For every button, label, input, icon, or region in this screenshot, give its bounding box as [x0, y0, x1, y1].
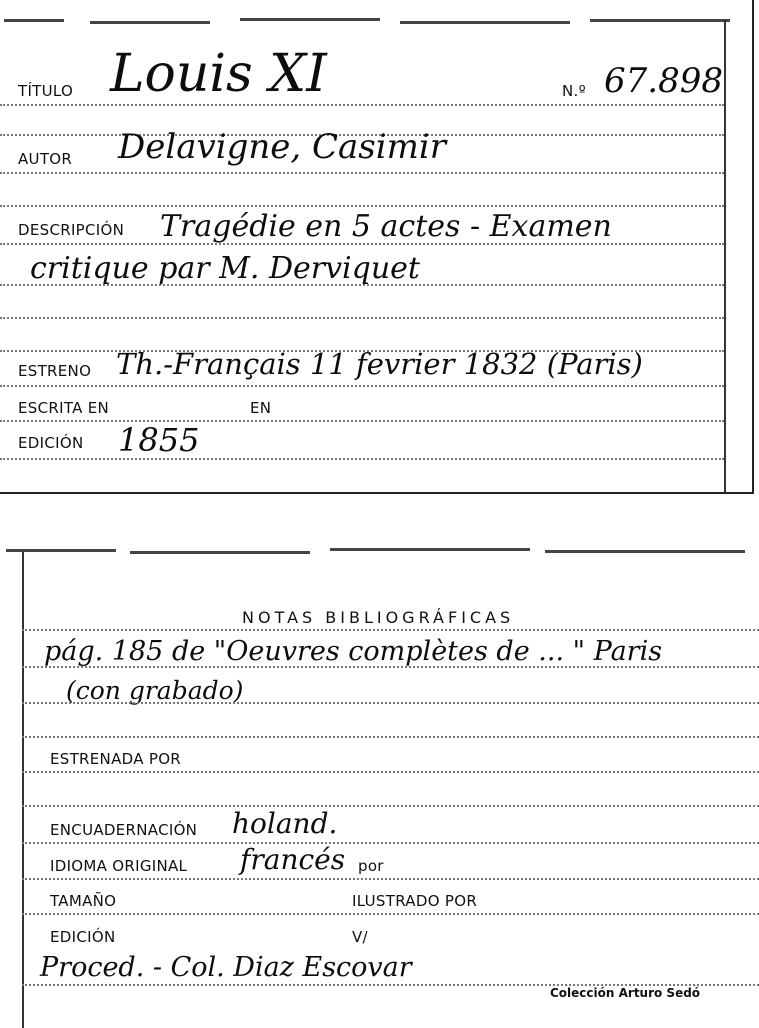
notas-line1: pág. 185 de "Oeuvres complètes de ... " Paris — [44, 636, 663, 667]
ilustrado-por-label: ILUSTRADO POR — [352, 892, 478, 910]
estreno-rule — [0, 385, 724, 387]
numero-value: 67.898 — [604, 61, 723, 101]
descripcion-line1: Tragédie en 5 actes - Examen — [160, 209, 612, 244]
tamano-rule — [22, 913, 759, 915]
card-left-rule — [22, 552, 24, 1028]
torn-top-edge — [0, 546, 759, 556]
autor-rule — [0, 172, 724, 174]
notas-heading: NOTAS BIBLIOGRÁFICAS — [242, 608, 515, 627]
edicion-back-value: Proced. - Col. Diaz Escovar — [40, 952, 412, 983]
collection-credit: Colección Arturo Sedó — [550, 986, 701, 1000]
edicion-back-label: EDICIÓN — [50, 928, 116, 946]
heading-rule — [22, 629, 759, 631]
notas-rule-3 — [22, 736, 759, 738]
catalog-card-back — [0, 540, 759, 1028]
rule-7 — [0, 317, 724, 319]
edicion-rule — [0, 458, 724, 460]
notas-rule-2 — [22, 702, 759, 704]
edicion-label: EDICIÓN — [18, 434, 84, 452]
en-label: EN — [250, 399, 272, 417]
estreno-label: ESTRENO — [18, 362, 92, 380]
idioma-value: francés — [240, 843, 346, 876]
rule-4 — [0, 205, 724, 207]
titulo-label: TÍTULO — [18, 82, 74, 100]
notas-rule-1 — [22, 666, 759, 668]
autor-value: Delavigne, Casimir — [118, 127, 446, 167]
catalog-card-front — [0, 0, 754, 494]
por-label: por — [358, 857, 384, 875]
descripcion-label: DESCRIPCIÓN — [18, 221, 125, 239]
descripcion-line2: critique par M. Derviquet — [30, 251, 420, 286]
idioma-label: IDIOMA ORIGINAL — [50, 857, 188, 875]
escrita-rule — [0, 420, 724, 422]
autor-label: AUTOR — [18, 150, 73, 168]
estreno-value: Th.-Français 11 fevrier 1832 (Paris) — [116, 347, 643, 381]
card-right-rule — [724, 20, 726, 492]
encuadernacion-label: ENCUADERNACIÓN — [50, 821, 198, 839]
tamano-label: TAMAÑO — [50, 892, 117, 910]
titulo-value: Louis XI — [110, 44, 327, 104]
torn-top-edge — [0, 16, 752, 26]
titulo-rule — [0, 104, 724, 106]
encuadernacion-rule — [22, 842, 759, 844]
estrenada-por-label: ESTRENADA POR — [50, 750, 182, 768]
descripcion-rule — [0, 243, 724, 245]
encuadernacion-value: holand. — [232, 807, 338, 840]
idioma-rule — [22, 878, 759, 880]
notas-line2: (con grabado) — [66, 676, 244, 705]
rule-b5 — [22, 805, 759, 807]
v-label: V/ — [352, 928, 368, 946]
edicion-value: 1855 — [118, 421, 200, 459]
estrenada-rule — [22, 771, 759, 773]
rule-6 — [0, 284, 724, 286]
numero-label: N.º — [562, 82, 586, 100]
escrita-en-label: ESCRITA EN — [18, 399, 110, 417]
